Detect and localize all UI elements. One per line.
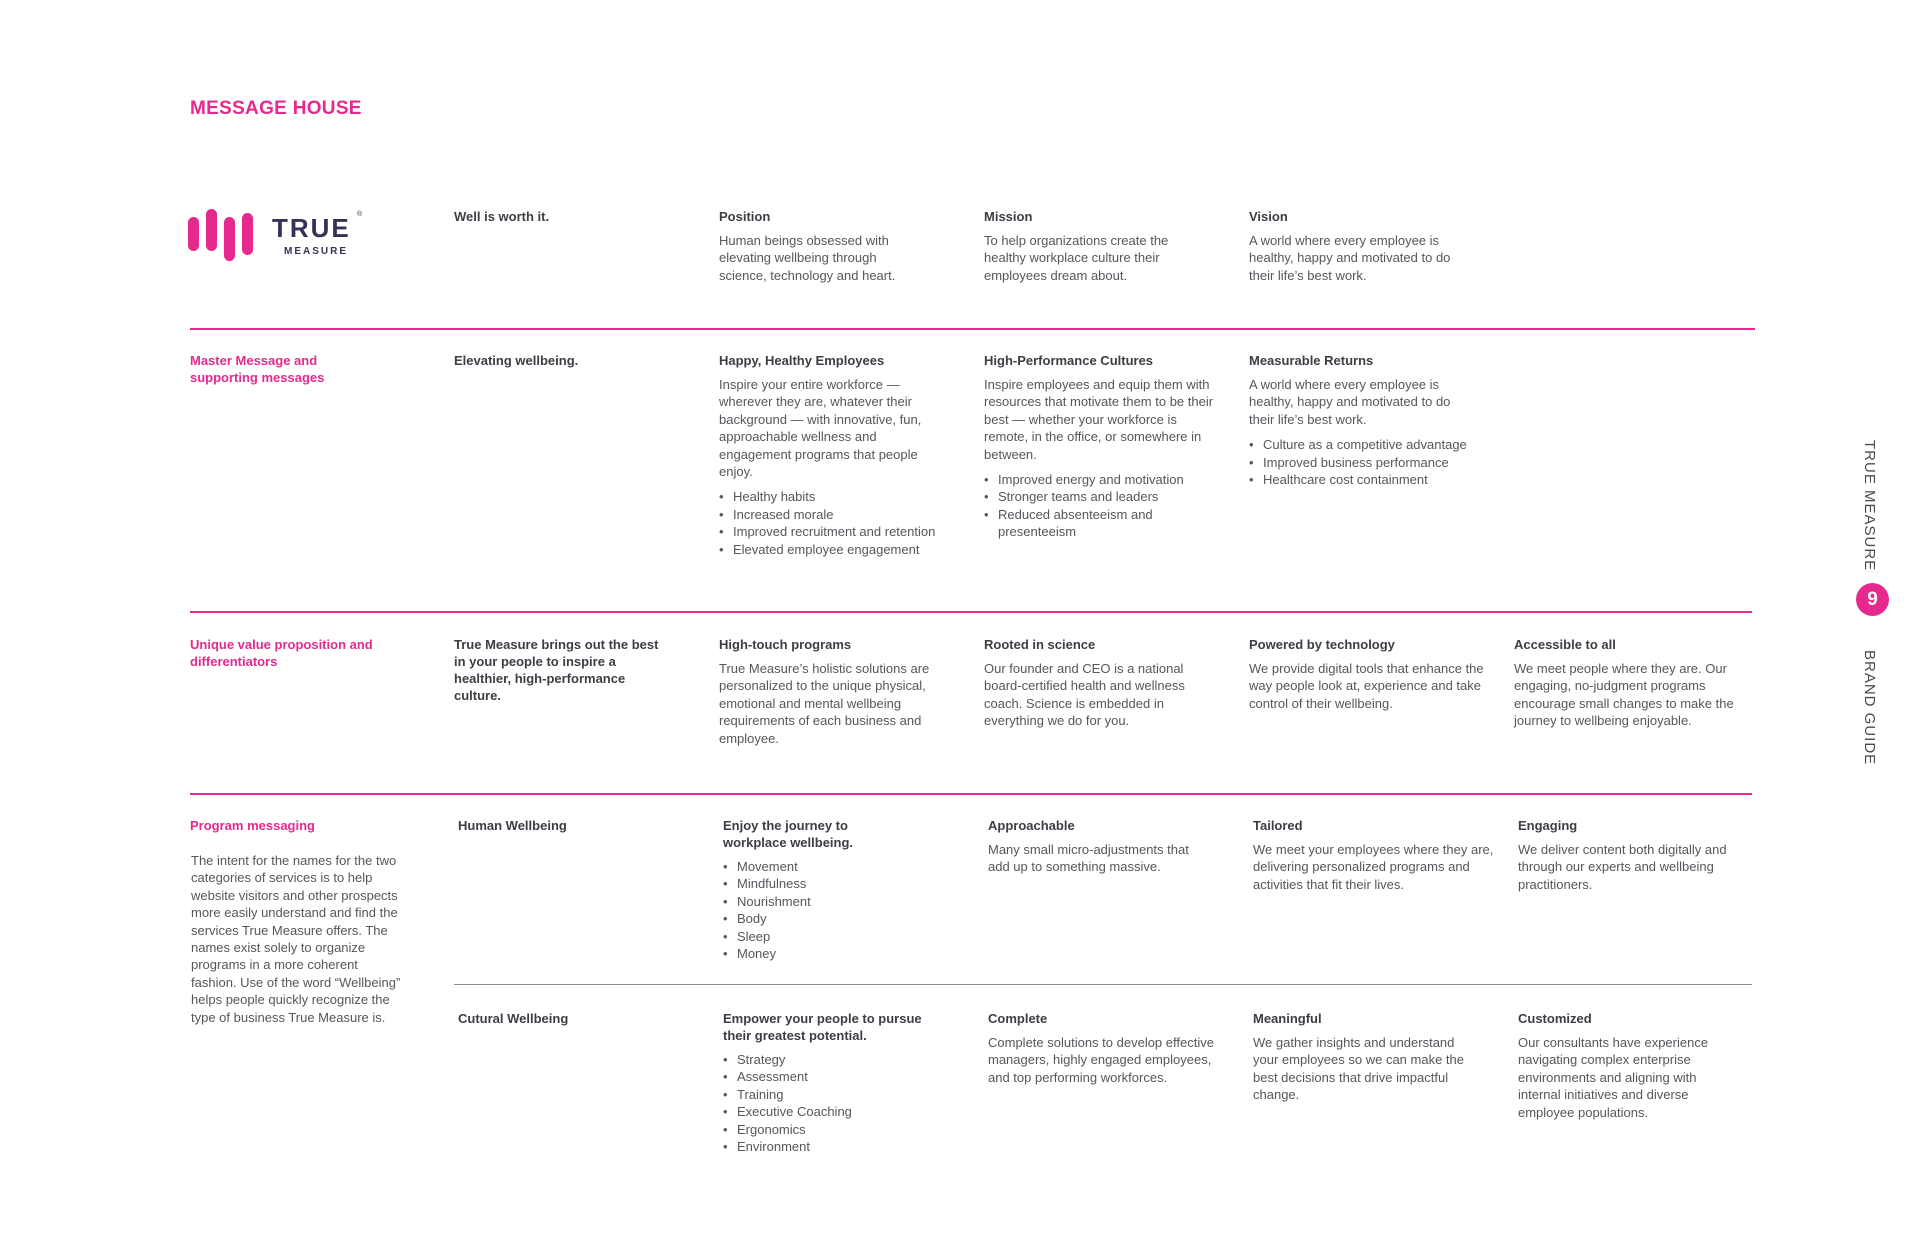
list-item: • Improved energy and motivation	[984, 471, 1199, 488]
attribute-heading: Approachable	[988, 818, 1075, 833]
logo-subtitle: MEASURE	[284, 246, 349, 257]
list-item: • Increased morale	[719, 506, 967, 523]
supporting-message-cell	[719, 352, 967, 558]
supporting-bullets	[719, 488, 967, 558]
list-item: • Healthcare cost containment	[1249, 471, 1499, 488]
supporting-heading: Happy, Healthy Employees	[719, 353, 885, 368]
row-divider	[190, 611, 1752, 613]
list-item: • Reduced absenteeism and presenteeism	[984, 506, 1168, 541]
supporting-body: Inspire your entire workforce — wherever they are, whatever their background — with innovative, fun, approachable wellness and engagement programs that people enjoy.	[719, 377, 922, 480]
true-measure-logo	[188, 207, 368, 263]
supporting-heading: High-Performance Cultures	[984, 353, 1154, 368]
category-cultural-wellbeing: Cutural Wellbeing	[458, 1011, 569, 1026]
list-item: • Nourishment	[723, 893, 953, 910]
supporting-message-cell	[1249, 352, 1499, 488]
list-item: • Improved recruitment and retention	[719, 523, 967, 540]
page-title: MESSAGE HOUSE	[190, 98, 362, 119]
attribute-heading: Tailored	[1253, 818, 1303, 833]
differentiator-heading: Rooted in science	[984, 637, 1096, 652]
category-divider	[454, 984, 1752, 985]
supporting-body: A world where every employee is healthy, happy and motivated to do their life’s best work.	[1249, 377, 1451, 427]
master-message-cell	[454, 352, 654, 376]
row-label-program-messaging: Program messaging	[190, 818, 315, 833]
side-doc-label: BRAND GUIDE	[1861, 650, 1878, 766]
attribute-cell	[988, 1010, 1223, 1086]
row-label-value-proposition: Unique value proposition and differentiators	[190, 637, 373, 669]
supporting-bullets	[984, 471, 1199, 541]
attribute-heading: Engaging	[1518, 818, 1578, 833]
supporting-message-cell	[984, 352, 1219, 541]
list-item: • Ergonomics	[723, 1121, 953, 1138]
position-heading: Position	[719, 209, 771, 224]
brand-tagline: Well is worth it.	[454, 209, 550, 224]
list-item: • Stronger teams and leaders	[984, 488, 1199, 505]
mission-cell	[984, 208, 1189, 284]
attribute-heading: Customized	[1518, 1011, 1592, 1026]
differentiator-heading: High-touch programs	[719, 637, 852, 652]
mission-heading: Mission	[984, 209, 1033, 224]
list-item: • Healthy habits	[719, 488, 967, 505]
differentiator-body: Our founder and CEO is a national board-certified health and wellness coach. Science is embedded in everything we do for you.	[984, 661, 1185, 729]
differentiator-cell	[1249, 636, 1494, 712]
differentiator-body: True Measure’s holistic solutions are personalized to the unique physical, emotional and mental wellbeing requirements of each business and employee.	[719, 661, 930, 746]
program-messaging-intro: The intent for the names for the two categories of services is to help website visitors and other prospects more easily understand and find the services True Measure offers. The names exist solely to organize programs in a more coherent fashion. Use of the word “Wellbeing” helps people quickly recognize the type of business True Measure is.	[191, 853, 401, 1025]
supporting-bullets	[1249, 436, 1499, 488]
category-name-cell	[458, 1010, 658, 1034]
logo-bar	[206, 209, 217, 251]
list-item: • Environment	[723, 1138, 953, 1155]
differentiator-cell	[1514, 636, 1754, 730]
brand-tagline-cell	[454, 208, 654, 232]
row-divider	[190, 793, 1752, 795]
list-item: • Sleep	[723, 928, 953, 945]
attribute-cell	[1518, 1010, 1748, 1121]
program-list	[723, 1051, 953, 1155]
attribute-body: We deliver content both digitally and through our experts and wellbeing practitioners.	[1518, 842, 1727, 892]
differentiator-cell	[719, 636, 959, 747]
position-cell	[719, 208, 924, 284]
list-item: • Executive Coaching	[723, 1103, 953, 1120]
list-item: • Movement	[723, 858, 953, 875]
list-item: • Culture as a competitive advantage	[1249, 436, 1499, 453]
list-item: • Mindfulness	[723, 875, 953, 892]
differentiator-heading: Accessible to all	[1514, 637, 1616, 652]
differentiator-body: We provide digital tools that enhance the way people look at, experience and take control of their wellbeing.	[1249, 661, 1484, 711]
differentiator-heading: Powered by technology	[1249, 637, 1395, 652]
differentiator-body: We meet people where they are. Our engaging, no-judgment programs encourage small changes to make the journey to wellbeing enjoyable.	[1514, 661, 1734, 729]
program-list	[723, 858, 953, 962]
attribute-body: Many small micro-adjustments that add up to something massive.	[988, 842, 1189, 875]
list-item: • Body	[723, 910, 953, 927]
value-proposition: True Measure brings out the best in your people to inspire a healthier, high-performance culture.	[454, 637, 659, 703]
list-item: • Strategy	[723, 1051, 953, 1068]
attribute-cell	[988, 817, 1223, 876]
list-item: • Elevated employee engagement	[719, 541, 967, 558]
attribute-heading: Complete	[988, 1011, 1048, 1026]
attribute-heading: Meaningful	[1253, 1011, 1322, 1026]
attribute-body: We gather insights and understand your employees so we can make the best decisions that drive impactful change.	[1253, 1035, 1464, 1103]
list-item: • Training	[723, 1086, 953, 1103]
category-tagline: Empower your people to pursue their greatest potential.	[723, 1011, 922, 1043]
attribute-body: We meet your employees where they are, delivering personalized programs and activities that fit their lives.	[1253, 842, 1494, 892]
position-body: Human beings obsessed with elevating wellbeing through science, technology and heart.	[719, 233, 896, 283]
row-divider	[190, 328, 1755, 330]
differentiator-cell	[984, 636, 1214, 730]
logo-wordmark: TRUE	[272, 213, 351, 243]
row-label-master-message: Master Message and supporting messages	[190, 353, 325, 385]
mission-body: To help organizations create the healthy workplace culture their employees dream about.	[984, 233, 1169, 283]
value-proposition-cell	[454, 636, 659, 711]
list-item: • Money	[723, 945, 953, 962]
category-human-wellbeing: Human Wellbeing	[458, 818, 567, 833]
attribute-cell	[1253, 1010, 1498, 1104]
attribute-body: Our consultants have experience navigating complex enterprise environments and aligning with internal initiatives and diverse employee populations.	[1518, 1035, 1709, 1120]
supporting-body: Inspire employees and equip them with resources that motivate them to be their best — whether your workforce is remote, in the office, or somewhere in between.	[984, 377, 1214, 462]
logo-registered-mark: ®	[357, 211, 363, 218]
side-brand-label: TRUE MEASURE	[1861, 440, 1878, 572]
attribute-body: Complete solutions to develop effective managers, highly engaged employees, and top performing workforces.	[988, 1035, 1214, 1085]
category-programs-cell	[723, 1010, 953, 1155]
vision-cell	[1249, 208, 1479, 284]
master-message: Elevating wellbeing.	[454, 353, 579, 368]
vision-heading: Vision	[1249, 209, 1288, 224]
vision-body: A world where every employee is healthy, happy and motivated to do their life’s best work.	[1249, 233, 1451, 283]
category-name-cell	[458, 817, 658, 841]
category-tagline: Enjoy the journey to workplace wellbeing.	[723, 818, 854, 850]
logo-bar	[242, 213, 253, 255]
attribute-cell	[1253, 817, 1498, 893]
logo-bar	[224, 217, 235, 261]
logo-bar	[188, 217, 199, 251]
list-item: • Assessment	[723, 1068, 953, 1085]
category-programs-cell	[723, 817, 953, 962]
page-number-badge: 9	[1856, 583, 1889, 616]
supporting-heading: Measurable Returns	[1249, 353, 1374, 368]
attribute-cell	[1518, 817, 1758, 893]
list-item: • Improved business performance	[1249, 454, 1499, 471]
